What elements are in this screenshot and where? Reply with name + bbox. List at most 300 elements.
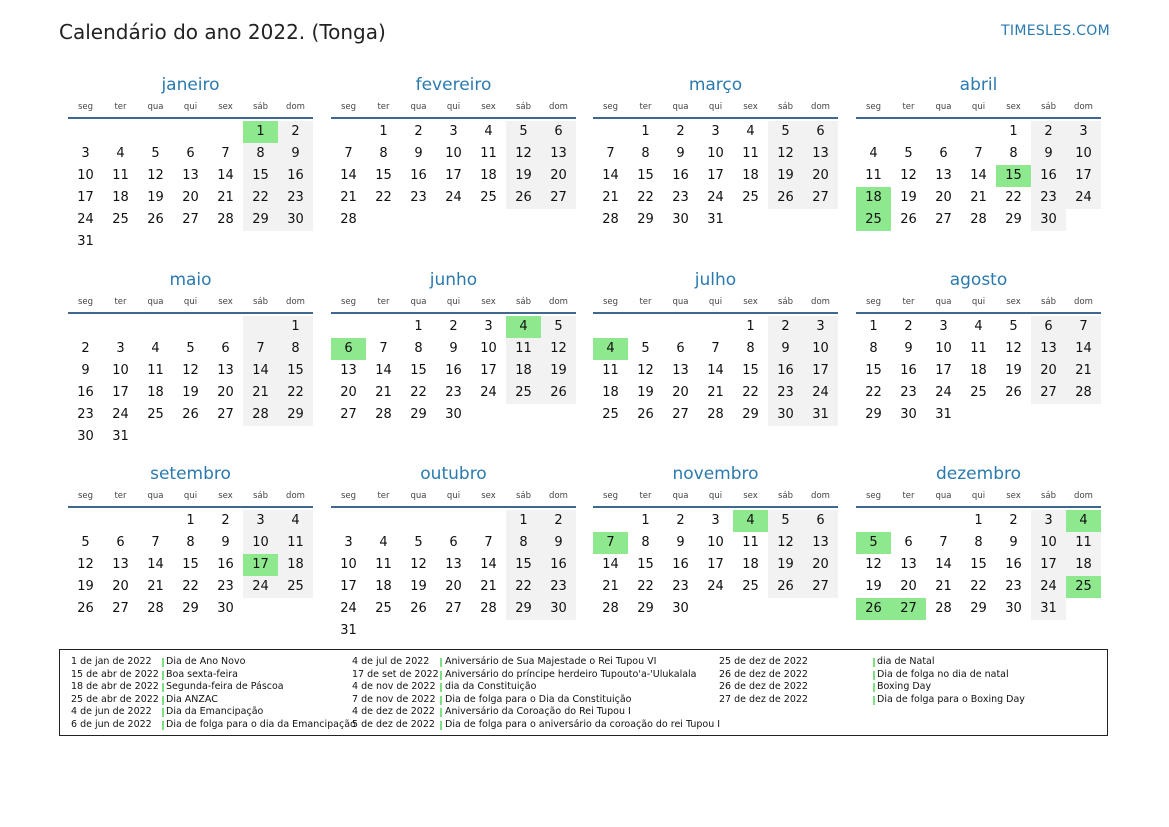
day-cell: 20 [112,579,129,594]
day-grid [331,510,576,642]
day-cell: 13 [112,557,129,572]
day-cell: 29 [278,404,313,426]
day-grid [68,510,313,620]
month-name: janeiro [161,75,220,95]
day-cell: 31 [935,407,952,422]
day-cell: 3 [1031,510,1066,532]
day-cell: 12 [865,557,882,572]
day-cell: 2 [1031,121,1066,143]
weekday-label: dom [1074,102,1093,112]
holiday-name: Dia de Ano Novo [166,656,246,667]
holiday-date: 27 de dez de 2022 [719,693,808,705]
empty-cell [138,510,173,532]
day-cell: 28 [602,601,619,616]
holiday-marker [440,658,442,667]
weekday-header [331,294,576,310]
empty-cell [243,316,278,338]
day-cell: 1 [869,319,878,334]
day-cell: 7 [243,338,278,360]
day-cell: 4 [484,124,493,139]
holiday-name: dia da Constituição [445,681,537,692]
day-cell: 21 [970,190,987,205]
day-cell: 27 [672,407,689,422]
empty-cell [208,316,243,338]
day-cell: 18 [480,168,497,183]
day-cell: 11 [742,146,759,161]
day-cell: 29 [637,212,654,227]
day-cell: 22 [865,385,882,400]
day-cell: 12 [147,168,164,183]
day-cell: 13 [1031,338,1066,360]
day-grid [68,121,313,253]
day-cell: 26 [637,407,654,422]
empty-cell [663,316,698,338]
day-cell: 23 [768,382,803,404]
day-cell: 5 [768,510,803,532]
day-cell: 24 [707,190,724,205]
day-cell: 7 [606,146,615,161]
day-cell: 2 [1009,513,1018,528]
holiday-name: Aniversário do príncipe herdeiro Tupouto'a-'Ulukalala [445,668,697,680]
day-cell: 15 [865,363,882,378]
day-cell: 1 [506,510,541,532]
empty-cell [401,510,436,532]
day-cell: 3 [344,535,353,550]
day-cell: 14 [147,557,164,572]
day-cell: 23 [1005,579,1022,594]
day-cell: 16 [672,168,689,183]
month-dezembro [856,462,1101,620]
day-cell: 30 [672,601,689,616]
holiday-date: 25 de dez de 2022 [719,656,808,667]
empty-cell [471,510,506,532]
day-cell: 12 [541,338,576,360]
day-cell: 26 [541,382,576,404]
day-cell: 23 [278,187,313,209]
day-cell: 13 [935,168,952,183]
day-grid [331,316,576,426]
weekday-header [856,99,1101,115]
holiday-day-cell: 4 [733,510,768,532]
day-cell: 5 [768,121,803,143]
holiday-day-cell: 27 [891,598,926,620]
day-cell: 21 [602,190,619,205]
day-cell: 16 [541,554,576,576]
day-cell: 29 [970,601,987,616]
day-cell: 26 [1005,385,1022,400]
day-grid [856,316,1101,426]
weekday-label: ter [639,297,652,307]
day-cell: 29 [865,407,882,422]
holiday-day-cell: 4 [506,316,541,338]
day-cell: 16 [672,557,689,572]
weekday-label: qua [935,491,952,501]
day-cell: 17 [112,385,129,400]
day-cell: 22 [637,579,654,594]
day-grid [856,510,1101,620]
day-grid [68,316,313,448]
day-cell: 20 [541,165,576,187]
holiday-name: Dia de folga para o aniversário da coroação do rei Tupou I [445,718,721,730]
holiday-marker [440,721,442,730]
weekday-label: qua [147,297,164,307]
day-cell: 12 [182,363,199,378]
empty-cell [138,121,173,143]
day-cell: 22 [278,382,313,404]
day-cell: 24 [77,212,94,227]
day-cell: 14 [707,363,724,378]
day-cell: 26 [410,601,427,616]
empty-cell [331,510,366,532]
day-cell: 26 [900,212,917,227]
day-cell: 3 [449,124,458,139]
day-cell: 7 [974,146,983,161]
day-cell: 5 [506,121,541,143]
day-cell: 9 [676,535,685,550]
day-cell: 4 [974,319,983,334]
day-cell: 24 [340,601,357,616]
weekday-header [68,488,313,504]
holiday-day-cell: 18 [856,187,891,209]
month-janeiro [68,73,313,253]
weekday-label: seg [602,491,619,501]
weekday-header [331,99,576,115]
legend-entry [352,706,712,719]
day-cell: 18 [742,557,759,572]
weekday-label: qua [410,297,427,307]
holiday-marker [873,696,875,705]
weekday-label: ter [902,491,915,501]
header-divider [68,117,313,119]
weekday-label: qui [971,297,986,307]
month-fevereiro [331,73,576,231]
day-cell: 25 [602,407,619,422]
month-julho [593,268,838,426]
weekday-label: qui [446,102,461,112]
day-cell: 14 [243,360,278,382]
weekday-label: sáb [777,102,794,112]
day-cell: 1 [278,316,313,338]
day-cell: 29 [410,407,427,422]
day-grid [593,121,838,231]
day-cell: 17 [77,190,94,205]
day-cell: 15 [278,360,313,382]
day-cell: 19 [77,579,94,594]
day-cell: 24 [707,579,724,594]
day-cell: 2 [904,319,913,334]
day-cell: 28 [935,601,952,616]
day-cell: 2 [278,121,313,143]
day-cell: 15 [637,168,654,183]
empty-cell [593,316,628,338]
month-name: novembro [672,464,759,484]
weekday-label: qua [147,491,164,501]
header-divider [331,117,576,119]
day-cell: 12 [1005,341,1022,356]
day-cell: 30 [541,598,576,620]
day-cell: 24 [445,190,462,205]
day-cell: 19 [506,165,541,187]
day-grid [856,121,1101,231]
day-cell: 2 [449,319,458,334]
weekday-label: ter [639,491,652,501]
empty-cell [961,121,996,143]
day-cell: 8 [1009,146,1018,161]
empty-cell [138,316,173,338]
weekday-label: dom [811,491,830,501]
day-cell: 2 [676,513,685,528]
holiday-legend [59,649,1108,736]
day-cell: 23 [1031,187,1066,209]
day-cell: 24 [112,407,129,422]
empty-cell [103,121,138,143]
day-cell: 20 [340,385,357,400]
day-cell: 18 [112,190,129,205]
day-cell: 10 [77,168,94,183]
day-cell: 27 [1031,382,1066,404]
legend-entry [352,681,712,694]
header-divider [856,312,1101,314]
day-cell: 25 [112,212,129,227]
day-cell: 27 [803,187,838,209]
day-cell: 30 [1031,209,1066,231]
legend-column [719,656,1099,706]
weekday-label: qua [147,102,164,112]
month-name: dezembro [936,464,1021,484]
holiday-day-cell: 15 [996,165,1031,187]
day-cell: 1 [641,513,650,528]
weekday-label: seg [340,102,357,112]
weekday-label: seg [340,491,357,501]
weekday-label: sáb [1040,491,1057,501]
day-cell: 15 [970,557,987,572]
weekday-header [331,488,576,504]
holiday-day-cell: 1 [243,121,278,143]
holiday-marker [162,696,164,705]
day-cell: 8 [243,143,278,165]
weekday-label: sáb [777,297,794,307]
day-cell: 8 [974,535,983,550]
day-cell: 25 [970,385,987,400]
day-cell: 14 [602,168,619,183]
weekday-label: ter [114,491,127,501]
day-cell: 21 [707,385,724,400]
day-cell: 9 [449,341,458,356]
day-cell: 26 [768,576,803,598]
legend-entry [352,656,712,669]
empty-cell [698,316,733,338]
day-cell: 20 [803,554,838,576]
holiday-date: 26 de dez de 2022 [719,681,808,692]
day-cell: 21 [217,190,234,205]
day-cell: 14 [970,168,987,183]
day-cell: 15 [243,165,278,187]
day-cell: 11 [506,338,541,360]
day-cell: 28 [340,212,357,227]
day-cell: 22 [1005,190,1022,205]
day-cell: 10 [935,341,952,356]
month-abril [856,73,1101,231]
day-cell: 17 [707,168,724,183]
header-divider [331,506,576,508]
day-cell: 20 [803,165,838,187]
empty-cell [891,510,926,532]
day-cell: 19 [768,165,803,187]
brand-link[interactable]: TIMESLES.COM [1001,23,1110,39]
day-cell: 27 [803,576,838,598]
weekday-label: dom [286,491,305,501]
holiday-name: dia de Natal [877,656,935,667]
weekday-label: qua [410,491,427,501]
day-cell: 9 [768,338,803,360]
empty-cell [366,316,401,338]
day-cell: 8 [379,146,388,161]
day-cell: 15 [742,363,759,378]
day-cell: 22 [375,190,392,205]
day-cell: 19 [768,554,803,576]
day-cell: 16 [410,168,427,183]
header-divider [593,312,838,314]
day-cell: 20 [672,385,689,400]
empty-cell [628,316,663,338]
month-name: agosto [949,270,1008,290]
month-name: outubro [420,464,487,484]
weekday-label: qua [672,491,689,501]
weekday-label: qui [708,102,723,112]
month-name: maio [169,270,212,290]
weekday-label: qua [935,297,952,307]
day-cell: 21 [1066,360,1101,382]
header-divider [331,312,576,314]
day-cell: 16 [1031,165,1066,187]
weekday-label: ter [902,102,915,112]
day-cell: 6 [1031,316,1066,338]
empty-cell [68,316,103,338]
legend-entry [719,694,1099,707]
day-cell: 7 [221,146,230,161]
empty-cell [891,121,926,143]
weekday-label: sáb [777,491,794,501]
holiday-name: Dia de folga para o dia da Emancipação [166,718,356,730]
day-cell: 21 [147,579,164,594]
day-cell: 2 [768,316,803,338]
empty-cell [593,510,628,532]
header-divider [68,506,313,508]
month-name: março [688,75,743,95]
weekday-label: qui [446,491,461,501]
day-cell: 16 [77,385,94,400]
day-cell: 11 [970,341,987,356]
weekday-label: sex [1006,491,1021,501]
weekday-label: qui [446,297,461,307]
day-cell: 8 [506,532,541,554]
month-name: fevereiro [415,75,492,95]
weekday-label: qua [672,102,689,112]
day-cell: 3 [484,319,493,334]
weekday-label: qui [971,491,986,501]
day-cell: 15 [410,363,427,378]
day-cell: 11 [1066,532,1101,554]
day-cell: 10 [707,535,724,550]
day-cell: 18 [1066,554,1101,576]
day-cell: 10 [340,557,357,572]
day-cell: 4 [746,124,755,139]
day-cell: 19 [410,579,427,594]
day-cell: 29 [506,598,541,620]
day-cell: 27 [182,212,199,227]
day-cell: 28 [707,407,724,422]
holiday-date: 5 de dez de 2022 [352,718,435,730]
weekday-label: ter [377,491,390,501]
day-cell: 27 [445,601,462,616]
weekday-label: qua [935,102,952,112]
weekday-label: sex [218,297,233,307]
day-cell: 9 [1031,143,1066,165]
day-cell: 30 [445,407,462,422]
empty-cell [331,121,366,143]
day-cell: 18 [375,579,392,594]
holiday-date: 4 de dez de 2022 [352,706,435,717]
day-cell: 9 [221,535,230,550]
holiday-day-cell: 17 [243,554,278,576]
empty-cell [173,121,208,143]
holiday-date: 4 de nov de 2022 [352,681,436,692]
weekday-label: sex [218,491,233,501]
day-cell: 13 [182,168,199,183]
day-cell: 14 [602,557,619,572]
holiday-marker [162,683,164,692]
day-cell: 17 [803,360,838,382]
header-divider [856,506,1101,508]
day-cell: 20 [900,579,917,594]
day-cell: 10 [1031,532,1066,554]
day-cell: 31 [803,404,838,426]
empty-cell [926,510,961,532]
header-divider [593,117,838,119]
day-cell: 12 [77,557,94,572]
weekday-label: sáb [515,102,532,112]
day-cell: 21 [375,385,392,400]
day-cell: 6 [186,146,195,161]
day-cell: 15 [637,557,654,572]
day-cell: 3 [81,146,90,161]
weekday-header [856,488,1101,504]
weekday-label: dom [549,102,568,112]
weekday-label: ter [639,102,652,112]
day-cell: 14 [1066,338,1101,360]
day-cell: 1 [641,124,650,139]
day-cell: 24 [803,382,838,404]
day-cell: 5 [151,146,160,161]
empty-cell [68,121,103,143]
weekday-label: sex [743,491,758,501]
holiday-day-cell: 4 [593,338,628,360]
day-cell: 10 [112,363,129,378]
day-grid [593,316,838,426]
holiday-marker [162,671,164,680]
month-name: junho [429,270,478,290]
day-cell: 30 [278,209,313,231]
weekday-label: dom [286,297,305,307]
day-cell: 5 [186,341,195,356]
day-cell: 21 [602,579,619,594]
day-cell: 11 [375,557,392,572]
holiday-day-cell: 26 [856,598,891,620]
day-cell: 31 [707,212,724,227]
weekday-label: sex [481,491,496,501]
day-cell: 26 [147,212,164,227]
day-cell: 9 [1009,535,1018,550]
